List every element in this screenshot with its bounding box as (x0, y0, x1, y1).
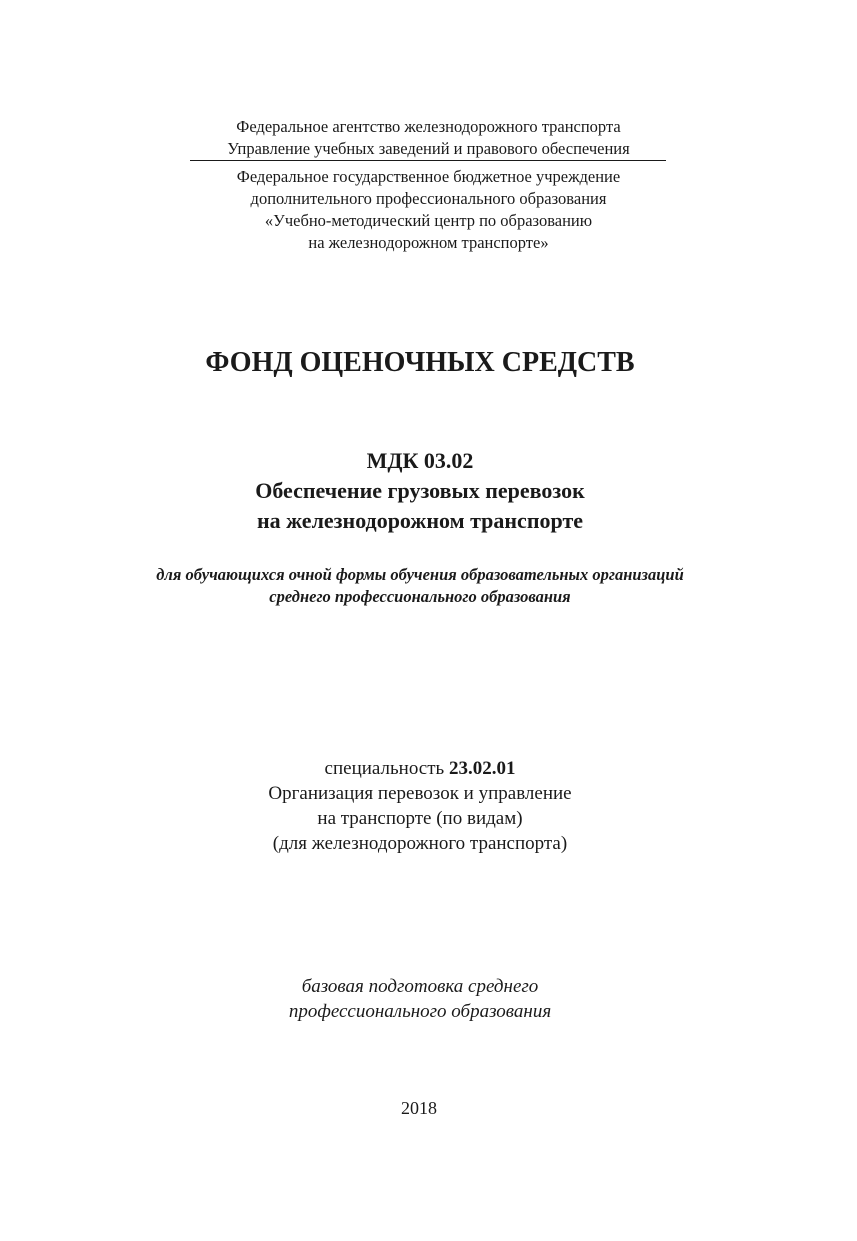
header-divider (190, 160, 666, 161)
document-title (0, 345, 840, 381)
subject-code: МДК 03.02 (366, 448, 474, 473)
specialty-name-line-2: на транспорте (по видам) (317, 808, 523, 829)
subject-name-line-1: Обеспечение грузовых перевозок (255, 478, 585, 503)
subject-name-line-2: на железнодорожном транспорте (256, 508, 584, 533)
agency-line-2: Управление учебных заведений и правового обеспечения (227, 139, 630, 158)
publication-year (0, 1096, 838, 1120)
specialty-name-line-3: (для железнодорожного транспорта) (272, 833, 568, 854)
training-level-block (0, 974, 840, 1024)
specialty-prefix: специальность (324, 758, 449, 779)
document-title-text: ФОНД ОЦЕНОЧНЫХ СРЕДСТВ (205, 347, 635, 378)
specialty-block (0, 756, 840, 856)
audience-block (0, 564, 840, 608)
training-level-line-2: профессионального образования (288, 1001, 552, 1022)
institution-header (0, 166, 857, 254)
specialty-heading (0, 756, 840, 781)
institution-line-1: Федеральное государственное бюджетное учреждение (236, 167, 621, 186)
publication-year-text: 2018 (401, 1098, 437, 1118)
audience-line-2: среднего профессионального образования (269, 587, 571, 606)
audience-line-1: для обучающихся очной формы обучения образовательных организаций (156, 565, 684, 584)
agency-line-1: Федеральное агентство железнодорожного транспорта (236, 117, 621, 136)
institution-line-4: на железнодорожном транспорте» (308, 233, 549, 252)
specialty-name-line-1: Организация перевозок и управление (268, 783, 572, 804)
specialty-code: 23.02.01 (448, 758, 516, 779)
agency-header (0, 116, 857, 160)
subject-block (0, 446, 840, 536)
training-level-line-1: базовая подготовка среднего (301, 976, 539, 997)
institution-line-2: дополнительного профессионального образования (250, 189, 607, 208)
institution-line-3: «Учебно-методический центр по образованию (264, 211, 593, 230)
